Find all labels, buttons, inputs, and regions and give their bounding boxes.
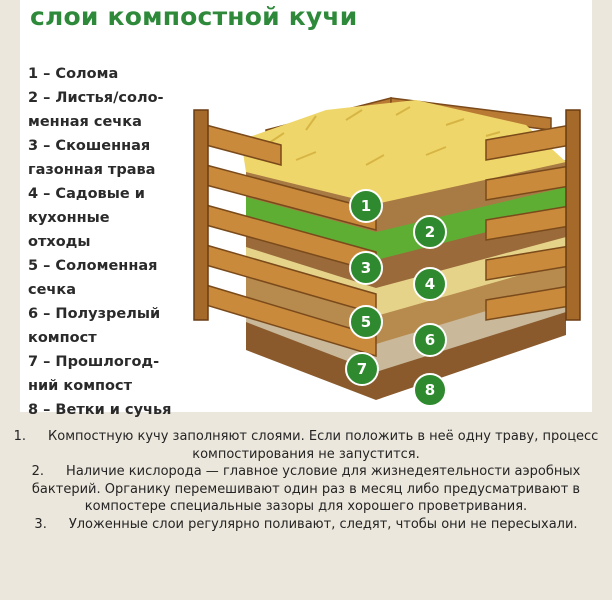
legend-line: 7 – Прошлогод- — [28, 354, 160, 370]
legend-line: менная сечка — [28, 114, 142, 130]
layer-badge-8 — [414, 374, 446, 406]
legend-line: 8 – Ветки и сучья — [28, 402, 172, 418]
layer-badge-5 — [350, 306, 382, 338]
layer-badge-4 — [414, 268, 446, 300]
svg-text:3: 3 — [360, 259, 372, 277]
note-number: 1. — [13, 429, 27, 444]
svg-text:6: 6 — [424, 331, 436, 349]
explanatory-notes — [10, 428, 602, 533]
legend-line: компост — [28, 330, 97, 346]
legend-line: 3 – Скошенная — [28, 138, 151, 154]
note-text: Уложенные слои регулярно поливают, следят, чтобы они не пересыхали. — [68, 516, 578, 532]
layer-badge-6 — [414, 324, 446, 356]
legend-line: газонная трава — [28, 162, 156, 178]
legend-line: 1 – Солома — [28, 66, 119, 82]
layer-badge-7 — [346, 353, 378, 385]
legend-line: 6 – Полузрелый — [28, 306, 161, 322]
svg-text:8: 8 — [424, 381, 436, 399]
layer-badge-3 — [350, 252, 382, 284]
legend-line: 5 – Соломенная — [28, 258, 158, 274]
legend-line: отходы — [28, 234, 91, 250]
note-number: 2. — [31, 464, 45, 479]
svg-text:7: 7 — [356, 360, 368, 378]
legend-line: ний компост — [28, 378, 133, 394]
note-text: Наличие кислорода — главное условие для жизнедеятельности аэробных бактерий. Органику перемешивают один раз в месяц либо предусматривают в компостере специальные зазоры для хорошего проветривания. — [31, 464, 581, 514]
page-title: слои компостной кучи — [30, 2, 358, 31]
compost-bin-illustration — [186, 70, 586, 410]
note-item — [10, 463, 602, 516]
legend-line: кухонные — [28, 210, 110, 226]
layer-badge-2 — [414, 216, 446, 248]
note-number: 3. — [34, 516, 47, 532]
legend-line: 2 – Листья/соло- — [28, 90, 164, 106]
svg-text:2: 2 — [424, 223, 436, 241]
note-item — [10, 516, 602, 534]
svg-text:4: 4 — [424, 275, 436, 293]
legend-line: 4 – Садовые и — [28, 186, 145, 202]
svg-text:1: 1 — [360, 197, 372, 215]
svg-text:5: 5 — [360, 313, 372, 331]
legend-line: сечка — [28, 282, 77, 298]
note-text: Компостную кучу заполняют слоями. Если положить в неё одну траву, процесс компостирования не запустится. — [48, 429, 599, 462]
layer-badge-1 — [350, 190, 382, 222]
layer-legend — [28, 62, 196, 422]
note-item — [10, 428, 602, 463]
